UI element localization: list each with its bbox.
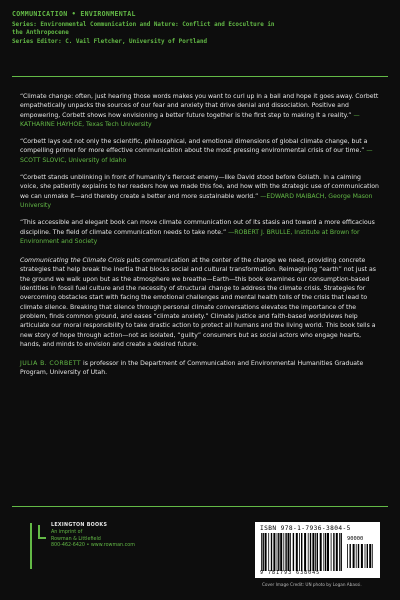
publisher-info	[51, 523, 135, 569]
barcode-bar	[312, 533, 314, 571]
barcode-bar	[296, 533, 298, 571]
blurb	[20, 218, 380, 246]
barcode-bar	[283, 533, 284, 571]
barcode-digits: 9 781793 638045	[260, 570, 321, 576]
isbn-text: ISBN 978-1-7936-3804-5	[260, 525, 351, 532]
publisher-block	[30, 523, 135, 569]
barcode-bar	[308, 533, 309, 571]
blurb-quote: “This accessible and elegant book can move climate communication out of its stasis and toward a more efficacious discipline. The field of climate communication needs to take note.”	[20, 219, 375, 236]
image-credit: Cover Image Credit: UN photo by Logan Abassi.	[262, 582, 362, 587]
series-header	[12, 10, 390, 46]
barcode-bar	[285, 533, 286, 571]
blurb-attribution: —ROBERT J. BRULLE, Institute at Brown for Environment and Society	[20, 228, 360, 245]
barcode-bar	[317, 533, 318, 571]
author-bio-text: is professor in the Department of Communication and Environmental Humanities Graduate Program, University of Utah.	[20, 360, 364, 377]
barcode-bar	[358, 544, 359, 568]
barcode-bar	[288, 533, 290, 571]
barcode-bar	[353, 544, 355, 568]
blurb-quote: “Corbett stands unblinking in front of humanity’s fiercest enemy—like David stood before Goliath. In a calming voice, she patiently explains to her readers how we made this foe, and how with the strategic use of communication we can unmake it—and thereby create a better and more sustainable world.”	[20, 174, 379, 200]
series-line: Series Editor: C. Vail Fletcher, University of Portland	[12, 38, 208, 45]
publisher-line: An imprint of	[51, 529, 83, 535]
barcode-bar	[325, 533, 326, 571]
barcode-bar	[347, 544, 348, 568]
author-name: JULIA B. CORBETT	[20, 360, 82, 368]
bottom-divider	[12, 506, 388, 507]
barcode-bar	[331, 533, 332, 571]
description-text: puts communication at the center of the change we need, providing concrete strategies that help break the inertia that blocks social and cultural transformation. Reimagining “earth” not just as the ground we walk upon but as the atmosphere we breathe—Earth—this book examines our consumption-based identities in fossil fuel culture and the necessity of structural change to address the climate crisis. Strategies for overcoming obstacles start with facing the emotional challenges and mental health tolls of the crisis that lead to climate silence. Breaking that silence through personal climate conversations elevates the importance of the problem, finds common ground, and eases “climate anxiety.” Climate justice and faith-based worldviews help articulate our moral responsibility to take drastic action to protect all humans and the living world. This book tells a new story of hope through action—not as isolated, “guilty” consumers but as social actors who engage hearts, hands, and minds to envision and create a desired future.	[20, 257, 376, 348]
barcode-bar	[304, 533, 306, 571]
barcode-bar	[369, 544, 371, 568]
addon-barcode-bars	[347, 544, 375, 568]
barcode-bar	[327, 533, 329, 571]
blurb	[20, 137, 380, 165]
blurb-attribution: —EDWARD MAIBACH, George Mason University	[20, 192, 373, 209]
series-info	[12, 21, 390, 46]
barcode-bar	[261, 533, 262, 571]
barcode-bar	[263, 533, 264, 571]
barcode-bar	[268, 533, 269, 571]
blurb-quote: “Corbett lays out not only the scientific, philosophical, and emotional dimensions of global climate change, but a compelling primer for more effective communication about the most pressing environmental crisis of our time.”	[20, 138, 368, 155]
barcode-bar	[265, 533, 267, 571]
publisher-line: Rowman & Littlefield	[51, 536, 101, 542]
lexington-logo-icon	[38, 525, 47, 539]
barcode-bar	[320, 533, 322, 571]
top-divider	[12, 76, 388, 77]
blurb	[20, 92, 380, 129]
barcode-bar	[372, 544, 373, 568]
barcode-bar	[310, 533, 311, 571]
series-line: Series: Environmental Communication and Nature: Conflict and Ecoculture in	[12, 22, 275, 28]
blurb-attribution: —SCOTT SLOVIC, University of Idaho	[20, 147, 373, 164]
barcode-bar	[336, 533, 338, 571]
barcode-bar	[315, 533, 316, 571]
barcode-bar	[301, 533, 302, 571]
barcode-bar	[367, 544, 368, 568]
blurb	[20, 173, 380, 210]
barcode-bar	[271, 533, 272, 571]
barcode-bar	[341, 533, 342, 571]
barcode-bar	[273, 533, 275, 571]
barcode-bar	[278, 533, 279, 571]
barcode-bar	[290, 533, 291, 571]
barcode-bar	[365, 544, 366, 568]
publisher-name: LEXINGTON BOOKS	[51, 523, 108, 528]
barcode-bar	[356, 544, 357, 568]
subject-imprint: COMMUNICATION • ENVIRONMENTAL	[12, 10, 136, 18]
barcode-bar	[333, 533, 334, 571]
barcode-bar	[323, 533, 324, 571]
blurb-quote: “Climate change: often, just hearing those words makes you want to curl up in a ball and hope it goes away. Corbett empathetically unpacks the sources of our fear and anxiety that drive denial and dissociation. Positive and empowering, Corbett shows how envisioning a better future together is the first step to making it a reality.”	[20, 93, 379, 119]
barcode-bar	[339, 533, 340, 571]
barcode-bar	[299, 533, 300, 571]
author-bio	[20, 359, 380, 378]
series-line: the Anthropocene	[12, 30, 69, 37]
barcode-bar	[293, 533, 294, 571]
publisher-accent-bar	[30, 523, 32, 569]
book-title: Communicating the Climate Crisis	[20, 257, 125, 265]
book-description	[20, 256, 380, 349]
publisher-line: 800-462-6420 • www.rowman.com	[51, 543, 135, 549]
blurbs-section	[20, 92, 380, 378]
barcode	[255, 522, 380, 578]
barcode-bar	[361, 544, 363, 568]
barcode-bar	[277, 533, 278, 571]
barcode-bar	[350, 544, 351, 568]
blurb-attribution: —KATHARINE HAYHOE, Texas Tech University	[20, 111, 360, 128]
price-code: 90000	[347, 536, 364, 542]
barcode-bar	[280, 533, 282, 571]
ean-barcode-bars	[261, 533, 343, 571]
